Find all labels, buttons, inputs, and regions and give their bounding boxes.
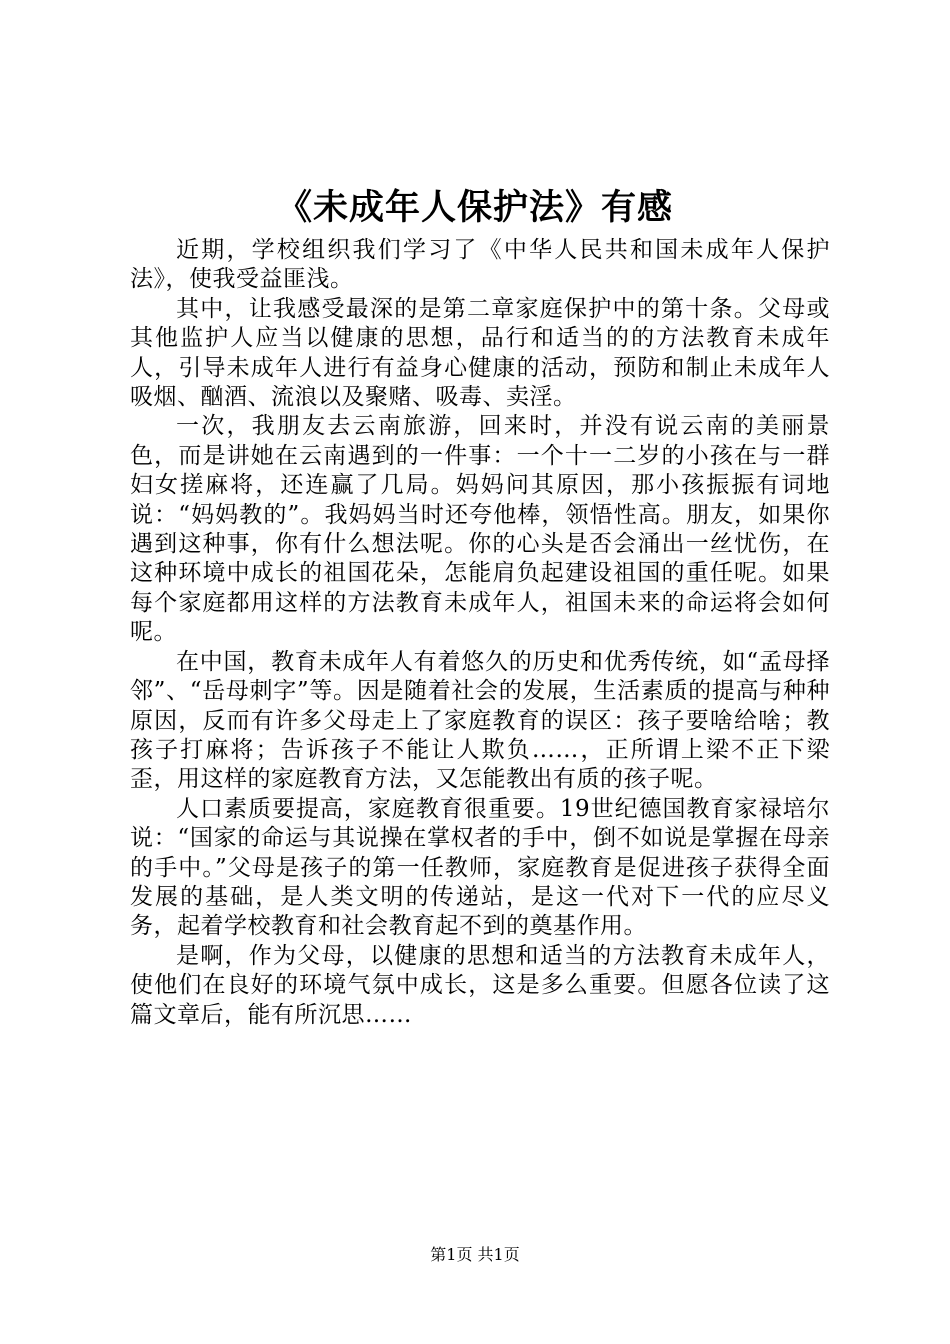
document-body	[130, 236, 830, 1030]
paragraph-2: 其中，让我感受最深的是第二章家庭保护中的第十条。父母或其他监护人应当以健康的思想，品行和适当的的方法教育未成年人，引导未成年人进行有益身心健康的活动，预防和制止未成年人吸烟、酗酒、流浪以及聚赌、吸毒、卖淫。	[130, 295, 830, 411]
paragraph-5: 人口素质要提高，家庭教育很重要。19世纪德国教育家禄培尔说：“国家的命运与其说操在掌权者的手中，倒不如说是掌握在母亲的手中。”父母是孩子的第一任教师，家庭教育是促进孩子获得全面发展的基础，是人类文明的传递站，是这一代对下一代的应尽义务，起着学校教育和社会教育起不到的奠基作用。	[130, 795, 830, 940]
paragraph-6: 是啊，作为父母，以健康的思想和适当的方法教育未成年人，使他们在良好的环境气氛中成长，这是多么重要。但愿各位读了这篇文章后，能有所沉思……	[130, 942, 830, 1028]
page-number-footer: 第1页 共1页	[430, 1245, 520, 1264]
paragraph-1: 近期，学校组织我们学习了《中华人民共和国未成年人保护法》，使我受益匪浅。	[130, 237, 830, 293]
paragraph-3: 一次，我朋友去云南旅游，回来时，并没有说云南的美丽景色，而是讲她在云南遇到的一件事：一个十一二岁的小孩在与一群妇女搓麻将，还连赢了几局。妈妈问其原因，那小孩振振有词地说：“妈妈教的”。我妈妈当时还夸他棒，领悟性高。朋友，如果你遇到这种事，你有什么想法呢。你的心头是否会涌出一丝忧伤，在这种环境中成长的祖国花朵，怎能肩负起建设祖国的重任呢。如果每个家庭都用这样的方法教育未成年人，祖国未来的命运将会如何呢。	[130, 413, 830, 646]
paragraph-4: 在中国，教育未成年人有着悠久的历史和优秀传统，如“孟母择邻”、“岳母刺字”等。因是随着社会的发展，生活素质的提高与种种原因，反而有许多父母走上了家庭教育的误区：孩子要啥给啥；教孩子打麻将；告诉孩子不能让人欺负……，正所谓上梁不正下梁歪，用这样的家庭教育方法，又怎能教出有质的孩子呢。	[130, 648, 830, 793]
document-title: 《未成年人保护法》有感	[276, 187, 673, 228]
